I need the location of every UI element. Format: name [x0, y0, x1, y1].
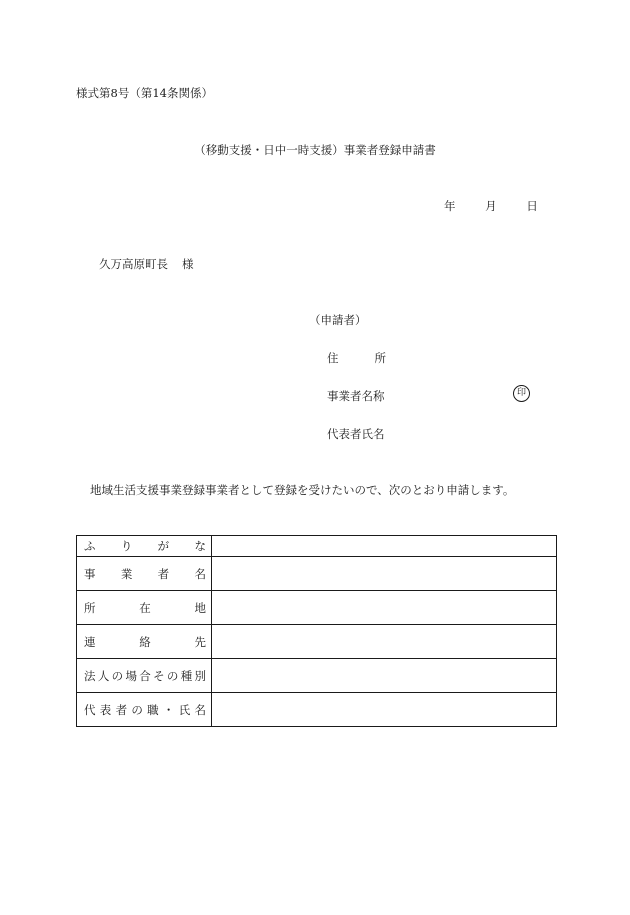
- row-value-field[interactable]: [212, 693, 557, 727]
- applicant-address-label: [327, 350, 386, 366]
- row-label-char: 者: [157, 566, 170, 581]
- row-label-char: が: [157, 539, 170, 553]
- row-value-field[interactable]: [212, 591, 557, 625]
- date-day: 日: [526, 199, 538, 213]
- row-label-char: り: [120, 539, 133, 553]
- row-label-cell: [77, 557, 212, 591]
- seal-mark: 印: [513, 385, 530, 402]
- row-label-char: ・: [162, 702, 175, 717]
- row-label-char: 職: [147, 702, 159, 717]
- table-row: [77, 557, 557, 591]
- row-label-char: 連: [84, 634, 96, 649]
- address-label-char: 住: [327, 351, 339, 365]
- row-label: [77, 600, 211, 616]
- row-label-char: 合: [139, 668, 151, 683]
- row-label-char: の: [111, 668, 124, 683]
- row-label-char: 法: [84, 668, 96, 683]
- row-label: [77, 702, 211, 718]
- row-label-char: 名: [194, 566, 206, 581]
- table-row: [77, 536, 557, 557]
- row-label-cell: [77, 693, 212, 727]
- row-label: [77, 668, 211, 684]
- row-label-char: な: [194, 539, 206, 553]
- date-line: [444, 198, 538, 214]
- applicant-label: （申請者）: [309, 313, 367, 327]
- row-value-field[interactable]: [212, 659, 557, 693]
- row-label-char: 事: [84, 566, 96, 581]
- row-label-char: 絡: [139, 634, 151, 649]
- row-label: [77, 538, 211, 554]
- row-label-cell: [77, 591, 212, 625]
- form-number: 様式第8号（第14条関係）: [76, 86, 213, 100]
- row-label-char: 人: [97, 668, 110, 683]
- row-label-char: 表: [99, 702, 112, 717]
- date-month: 月: [485, 199, 497, 213]
- address-label-char: 所: [374, 351, 386, 365]
- row-value-field[interactable]: [212, 625, 557, 659]
- table-row: [77, 693, 557, 727]
- applicant-business-name-label: 事業者名称: [327, 389, 385, 403]
- row-label-char: 者: [115, 702, 128, 717]
- table-row: [77, 591, 557, 625]
- row-label-cell: [77, 625, 212, 659]
- addressee-honorific: 様: [182, 257, 194, 271]
- row-label-char: 代: [84, 702, 96, 717]
- row-value-field[interactable]: [212, 557, 557, 591]
- addressee: [99, 256, 194, 272]
- row-label-char: 場: [125, 668, 137, 683]
- row-label-char: 先: [194, 634, 206, 649]
- request-statement: 地域生活支援事業登録事業者として登録を受けたいので、次のとおり申請します。: [90, 483, 515, 497]
- row-label-char: 所: [84, 600, 96, 615]
- row-label-char: ふ: [84, 539, 96, 553]
- row-label-cell: [77, 659, 212, 693]
- row-label-char: 在: [139, 600, 151, 615]
- row-label: [77, 634, 211, 650]
- row-label-char: 種: [180, 668, 193, 683]
- applicant-representative-label: 代表者氏名: [327, 427, 385, 441]
- addressee-name: 久万高原町長: [99, 257, 168, 271]
- row-label: [77, 566, 211, 582]
- row-label-char: 業: [120, 566, 133, 581]
- row-label-char: 氏: [178, 702, 191, 717]
- table-row: [77, 625, 557, 659]
- date-year: 年: [444, 199, 456, 213]
- row-label-char: の: [166, 668, 179, 683]
- application-info-table: [76, 535, 557, 727]
- row-label-cell: [77, 536, 212, 557]
- row-label-char: そ: [153, 668, 165, 683]
- row-label-char: 地: [194, 600, 206, 615]
- table-row: [77, 659, 557, 693]
- row-label-char: 名: [194, 702, 206, 717]
- row-label-char: の: [131, 702, 143, 717]
- document-title: （移動支援・日中一時支援）事業者登録申請書: [194, 143, 436, 157]
- row-label-char: 別: [194, 668, 206, 683]
- row-value-field[interactable]: [212, 536, 557, 557]
